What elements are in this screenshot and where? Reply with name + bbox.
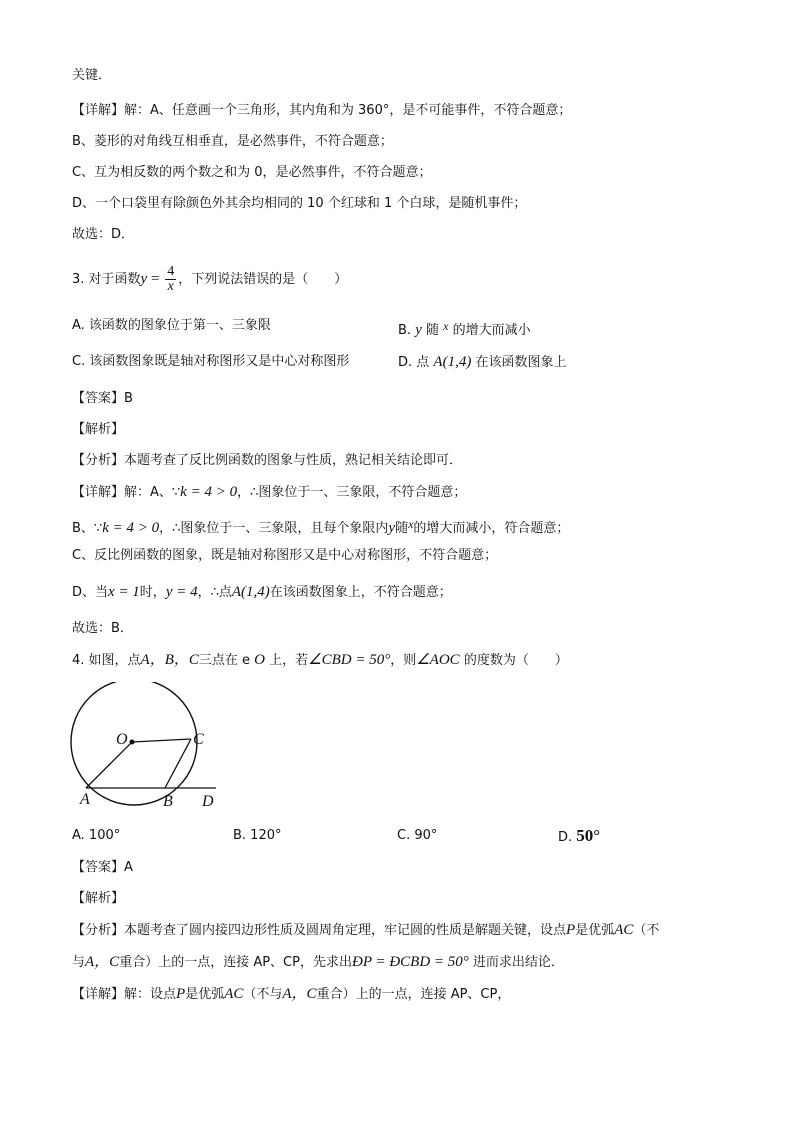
q4-f2-pre: 与 <box>72 955 86 970</box>
q4-f1-post: （不 <box>633 923 660 938</box>
q4-f2-mid: 重合）上的一点，连接 AP、CP，先求出 <box>119 955 352 970</box>
q3-d1-math: k = 4 > 0 <box>180 484 238 500</box>
q3-optb-x: x <box>443 319 449 333</box>
q3-d2-y: y <box>388 520 396 536</box>
q4-f1-ac: AC <box>614 922 634 938</box>
segment-oc <box>132 739 191 742</box>
label-a: A <box>80 791 90 808</box>
q4-option-c: C. 90° <box>397 828 438 843</box>
q4-f1-p: P <box>566 922 576 938</box>
q4-f2-math: ÐP = ÐCBD = 50° <box>351 954 469 970</box>
q3-answer: 【答案】B <box>72 391 133 406</box>
q4-f2-post: 进而求出结论． <box>468 955 564 970</box>
label-o: O <box>116 731 128 748</box>
text-line: C、互为相反数的两个数之和为 0，是必然事件，不符合题意； <box>72 165 432 180</box>
q3-d2-mid2: 随 <box>395 521 409 536</box>
circle-figure-svg <box>64 682 224 812</box>
q3-d4-m2: y = 4 <box>165 584 198 600</box>
q3-option-d <box>398 352 566 373</box>
q3-optd-post: 在该函数图象上 <box>471 355 567 370</box>
q3-denominator: x <box>167 279 174 294</box>
q3-d2-mid: ，∴图象位于一、三象限，且每个象限内 <box>159 521 389 536</box>
q3-eq: = <box>147 271 164 287</box>
q3-fraction <box>165 265 176 294</box>
label-d: D <box>202 793 214 810</box>
question-4-stem <box>72 650 568 671</box>
q4-detail <box>72 984 510 1005</box>
q3-detail-b <box>72 514 569 539</box>
label-b: B <box>163 793 173 810</box>
segment-cb <box>165 739 191 788</box>
q4-x1-mid2: （不与 <box>243 987 283 1002</box>
q4-f1-pre: 【分析】本题考查了圆内接四边形性质及圆周角定理，牢记圆的性质是解题关键，设点 <box>72 923 567 938</box>
q4-f1-mid: 是优弧 <box>575 923 615 938</box>
question-3-stem <box>72 262 347 297</box>
q3-d4-m3: A(1,4) <box>231 584 270 600</box>
q4-optd-val: 50° <box>576 826 601 845</box>
q3-optd-pre: D. 点 <box>398 355 434 370</box>
q3-optb-mid: 随 <box>421 323 444 338</box>
segment-oa <box>86 742 132 788</box>
q4-pre: 4. 如图，点 <box>72 653 141 668</box>
q3-d4-m1: x = 1 <box>108 584 140 600</box>
text-line: 【详解】解：A、任意画一个三角形，其内角和为 360°，是不可能事件，不符合题意； <box>72 103 572 118</box>
q4-option-a: A. 100° <box>72 828 121 843</box>
q3-prefix: 3. 对于函数 <box>72 272 141 287</box>
q3-d1-pre: 【详解】解：A、∵ <box>72 485 181 500</box>
q3-d4-mid2: ，∴点 <box>197 585 232 600</box>
center-point <box>130 740 135 745</box>
q4-fenxi-line2 <box>72 952 564 973</box>
q3-fenxi: 【分析】本题考查了反比例函数的图象与性质，熟记相关结论即可． <box>72 453 463 468</box>
q3-option-a: A. 该函数的图象位于第一、三象限 <box>72 318 271 333</box>
q3-d4-mid: 时， <box>139 585 166 600</box>
q3-optd-math: A(1,4) <box>433 354 472 370</box>
q3-detail-d <box>72 582 452 603</box>
q3-optb-y: y <box>415 322 422 338</box>
text-line: B、菱形的对角线互相垂直，是必然事件，不符合题意； <box>72 134 393 149</box>
q3-option-b <box>398 316 531 341</box>
q4-angle2: ∠AOC <box>416 652 460 668</box>
q4-analysis: 【解析】 <box>72 891 125 906</box>
q4-mid2: 上，若 <box>265 653 309 668</box>
q3-numerator: 4 <box>167 264 175 279</box>
q4-post: 的度数为（ ） <box>459 653 568 668</box>
q3-suffix: ，下列说法错误的是（ ） <box>178 272 348 287</box>
q4-pts: A，B，C <box>140 652 199 668</box>
q4-x1-ac2: A，C <box>282 986 317 1002</box>
q3-d2-pre: B、∵ <box>72 521 103 536</box>
text-line: 故选：D． <box>72 227 135 242</box>
q3-d1-post: ，∴图象位于一、三象限，不符合题意； <box>237 485 467 500</box>
q4-option-d <box>558 826 600 848</box>
q4-mid: 三点在 e <box>198 653 255 668</box>
q4-angle1: ∠CBD = 50° <box>308 652 391 668</box>
text-line: D、一个口袋里有除颜色外其余均相同的 10 个红球和 1 个白球，是随机事件； <box>72 196 527 211</box>
q4-O: O <box>254 652 265 668</box>
q3-y: y <box>140 271 148 287</box>
q4-answer: 【答案】A <box>72 860 133 875</box>
q3-d2-post: 的增大而减小，符合题意； <box>413 521 570 536</box>
q4-x1-mid: 是优弧 <box>185 987 225 1002</box>
label-c: C <box>193 731 204 748</box>
circle-figure <box>64 682 224 812</box>
q3-d2-x: x <box>408 517 414 531</box>
q4-x1-ac: AC <box>224 986 244 1002</box>
q4-f2-ac: A，C <box>85 954 120 970</box>
q3-optb-post: 的增大而减小 <box>448 323 531 338</box>
q4-x1-p: P <box>176 986 186 1002</box>
q4-optd-pre: D. <box>558 830 577 845</box>
q3-option-c: C. 该函数图象既是轴对称图形又是中心对称图形 <box>72 354 350 369</box>
q3-d2-math: k = 4 > 0 <box>102 520 160 536</box>
q3-detail-c: C、反比例函数的图象，既是轴对称图形又是中心对称图形，不符合题意； <box>72 548 498 563</box>
q3-d4-post: 在该函数图象上，不符合题意； <box>269 585 452 600</box>
q4-mid3: ，则 <box>390 653 417 668</box>
q3-analysis: 【解析】 <box>72 422 125 437</box>
q4-x1-pre: 【详解】解：设点 <box>72 987 177 1002</box>
q4-x1-post: 重合）上的一点，连接 AP、CP， <box>316 987 511 1002</box>
q3-detail-a <box>72 482 466 503</box>
q4-fenxi-line1 <box>72 920 659 941</box>
q3-choose: 故选：B． <box>72 621 133 636</box>
q3-optb-pre: B. <box>398 323 416 338</box>
q3-d4-pre: D、当 <box>72 585 109 600</box>
text-line: 关键． <box>72 68 112 83</box>
q4-option-b: B. 120° <box>233 828 282 843</box>
